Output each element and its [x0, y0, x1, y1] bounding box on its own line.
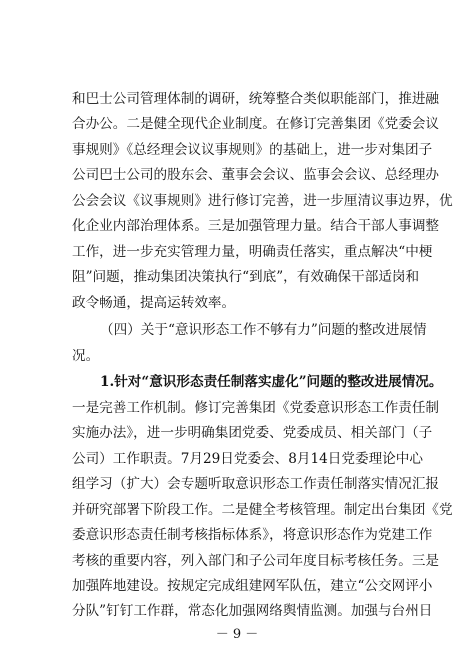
- subsection-heading: 1.针对“意识形态责任制落实虚化”问题的整改进展情况。: [100, 374, 443, 390]
- body-line: 和巴士公司管理体制的调研，统筹整合类似职能部门，推进融: [72, 91, 440, 107]
- body-line: 公会会议《议事规则》进行修订完善，进一步厘清议事边界，优: [72, 193, 453, 209]
- body-line: 化企业内部治理体系。三是加强管理力量。结合干部人事调整: [72, 218, 440, 234]
- page-number: － 9 －: [215, 627, 259, 642]
- body-line: 组学习（扩大）会专题听取意识形态工作责任制落实情况汇报: [72, 476, 440, 492]
- body-line: 合办公。二是健全现代企业制度。在修订完善集团《党委会议: [72, 116, 440, 132]
- body-line: 分队”钉钉工作群，常态化加强网络舆情监测。加强与台州日: [72, 603, 433, 619]
- body-line: 阻”问题，推动集团决策执行“到底”，有效确保干部适岗和: [72, 269, 420, 285]
- body-line: 委意识形态责任制考核指标体系》，将意识形态作为党建工作: [72, 527, 433, 543]
- body-line: 加强阵地建设。按规定完成组建网军队伍，建立“公交网评小: [72, 578, 433, 594]
- body-line: 并研究部署下阶段工作。二是健全考核管理。制定出台集团《党: [72, 502, 453, 518]
- body-line: 事规则》《总经理会议议事规则》的基础上，进一步对集团子: [72, 142, 433, 158]
- body-line: 政令畅通，提高运转效率。: [72, 295, 236, 311]
- section-heading: （四）关于“意识形态工作不够有力”问题的整改进展情: [100, 322, 427, 338]
- body-line: 实施办法》，进一步明确集团党委、党委成员、相关部门（子: [72, 425, 433, 441]
- body-line: 考核的重要内容，列入部门和子公司年度目标考核任务。三是: [72, 553, 440, 569]
- body-line: 一是完善工作机制。修订完善集团《党委意识形态工作责任制: [72, 400, 440, 416]
- body-line: 公司巴士公司的股东会、董事会会议、监事会会议、总经理办: [72, 167, 440, 183]
- section-heading-end: 况。: [72, 348, 100, 364]
- body-line: 公司）工作职责。7月29日党委会、8月14日党委理论中心: [72, 451, 423, 467]
- body-line: 工作，进一步充实管理力量，明确责任落实，重点解决“中梗: [72, 244, 433, 260]
